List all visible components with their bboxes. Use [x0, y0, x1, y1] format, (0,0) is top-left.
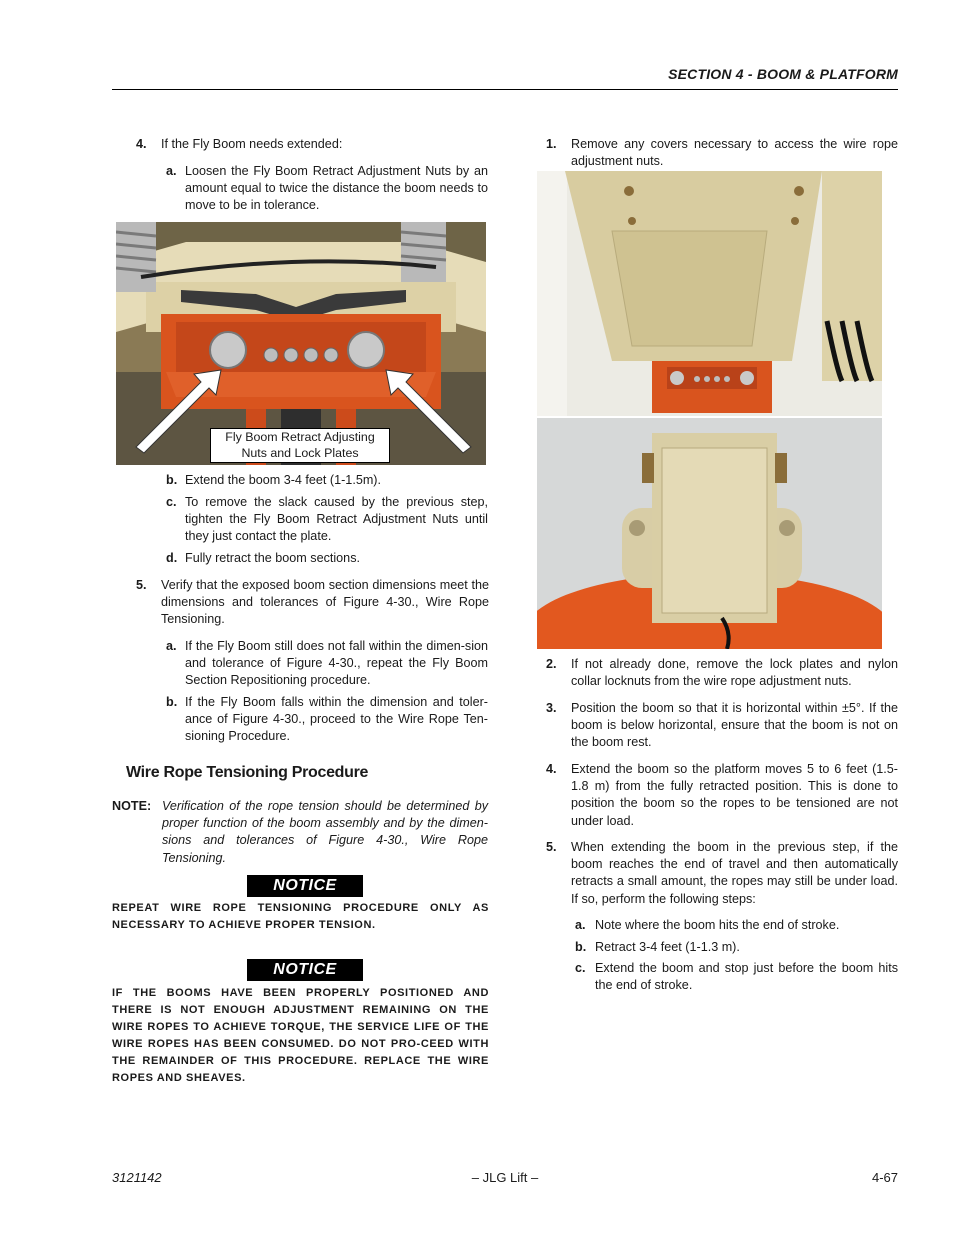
notice-text-2: IF THE BOOMS HAVE BEEN PROPERLY POSITIONED AND THERE IS NOT ENOUGH ADJUSTMENT REMAINING ON THE WIRE ROPES TO ACHIEVE TORQUE, THE SERVICE LIFE OF THE WIRE ROPES HAS BEEN CONSUMED. DO NOT PRO-CEED WITH THE REMAINDER OF THIS PROCEDURE. REPLACE THE WIRE ROPES AND SHEAVES. — [112, 987, 489, 1084]
step-4a-letter: a. — [166, 164, 177, 178]
step-4b-text: Extend the boom 3-4 feet (1-1.5m). — [185, 473, 382, 487]
right-step-5a-text: Note where the boom hits the end of stroke. — [595, 918, 840, 932]
right-step-5b-letter: b. — [575, 940, 587, 954]
right-step-5b-text: Retract 3-4 feet (1-1.3 m). — [595, 940, 740, 954]
footer-doc-number: 3121142 — [112, 1170, 162, 1185]
step-5a-text: If the Fly Boom still does not fall within the dimen-sion and tolerance of Figure 4-30., repeat the Fly Boom Section Repositioning procedure. — [185, 639, 488, 688]
step-5-text: Verify that the exposed boom section dimensions meet the dimensions and tolerances of Figure 4-30., Wire Rope Tensioning. — [161, 578, 489, 627]
right-step-5-number: 5. — [546, 840, 557, 854]
right-step-3-number: 3. — [546, 701, 557, 715]
boom-end-cover-illustration — [537, 418, 882, 649]
right-step-4-number: 4. — [546, 762, 557, 776]
right-step-4-text: Extend the boom so the platform moves 5 to 6 feet (1.5-1.8 m) from the fully retracted position. This is done to position the boom so the ropes to be tensioned are not under load. — [571, 762, 898, 828]
boom-cover-illustration — [537, 171, 882, 416]
notice-text-1: REPEAT WIRE ROPE TENSIONING PROCEDURE ONLY AS NECESSARY TO ACHIEVE PROPER TENSION. — [112, 902, 489, 931]
step-4b-letter: b. — [166, 473, 178, 487]
step-5a-letter: a. — [166, 639, 177, 653]
note-label: NOTE: — [112, 799, 152, 813]
note-text: Verification of the rope tension should be determined by proper function of the boom assembly and by the dimen-sions and tolerances of Figure 4-30., Wire Rope Tensioning. — [162, 799, 488, 865]
step-4a-text: Loosen the Fly Boom Retract Adjustment Nuts by an amount equal to twice the distance the boom needs to move to be in tolerance. — [185, 164, 488, 213]
right-step-1-number: 1. — [546, 137, 557, 151]
step-4c-letter: c. — [166, 495, 177, 509]
right-step-1-text: Remove any covers necessary to access the wire rope adjustment nuts. — [571, 137, 898, 169]
right-step-3-text: Position the boom so that it is horizontal within ±5°. If the boom is below horizontal, ensure that the boom is not on the boom rest. — [571, 701, 898, 750]
boom-cover-photo-top — [537, 171, 882, 416]
boom-cover-photo-bottom — [537, 418, 882, 649]
step-5-number: 5. — [136, 578, 147, 592]
step-4-number: 4. — [136, 137, 147, 151]
right-step-5c-text: Extend the boom and stop just before the boom hits the end of stroke. — [595, 961, 898, 993]
section-heading: Wire Rope Tensioning Procedure — [126, 764, 369, 781]
step-5b-letter: b. — [166, 695, 178, 709]
step-4d-text: Fully retract the boom sections. — [185, 551, 360, 565]
step-4-text: If the Fly Boom needs extended: — [161, 137, 343, 151]
step-4c-text: To remove the slack caused by the previous step, tighten the Fly Boom Retract Adjustment Nuts until they just contact the plate. — [185, 495, 488, 544]
footer-page-number: 4-67 — [871, 1170, 898, 1185]
step-4d-letter: d. — [166, 551, 178, 565]
right-step-5-text: When extending the boom in the previous step, if the boom reaches the end of travel and then automatically retracts a small amount, the ropes may still be under load. If so, perform the following steps: — [571, 840, 898, 906]
right-step-5a-letter: a. — [575, 918, 586, 932]
footer-center: – JLG Lift – — [471, 1170, 539, 1185]
notice-badge-1: NOTICE — [247, 875, 363, 897]
section-header: SECTION 4 - BOOM & PLATFORM — [668, 66, 898, 82]
photo-callout-label: Fly Boom Retract Adjusting Nuts and Lock Plates — [210, 428, 390, 463]
notice-badge-2: NOTICE — [247, 959, 363, 981]
header-rule — [112, 89, 898, 90]
right-step-2-text: If not already done, remove the lock plates and nylon collar locknuts from the wire rope adjustment nuts. — [571, 657, 898, 689]
step-5b-text: If the Fly Boom falls within the dimension and toler-ance of Figure 4-30., proceed to the Wire Rope Ten-sioning Procedure. — [185, 695, 488, 744]
right-step-5c-letter: c. — [575, 961, 586, 975]
right-step-2-number: 2. — [546, 657, 557, 671]
